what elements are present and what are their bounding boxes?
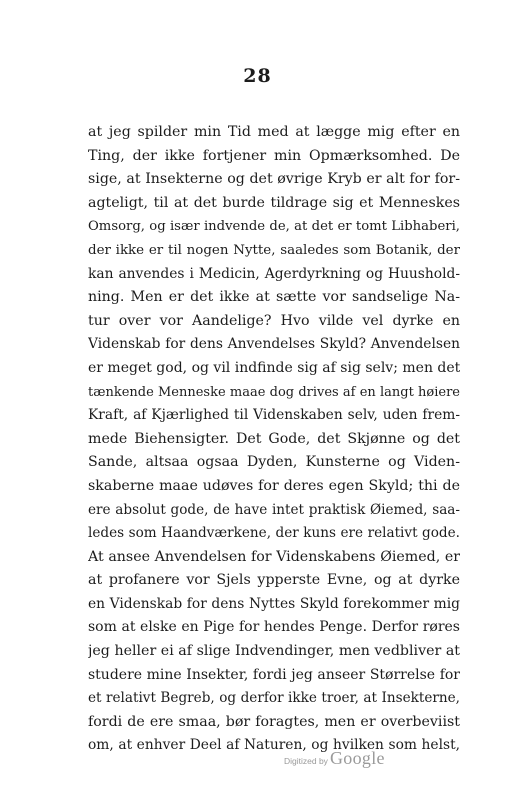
text-line: er meget god, og vil indfinde sig af sig selv; men det <box>88 359 460 376</box>
text-line: sige, at Insekterne og det øvrige Kryb er alt for for- <box>88 171 460 188</box>
text-line: Videnskab for dens Anvendelses Skyld? Anvendelsen <box>88 336 460 353</box>
text-line: fordi de ere smaa, bør foragtes, men er overbeviist <box>88 713 460 730</box>
text-line: tænkende Menneske maae dog drives af en langt høiere <box>88 384 460 400</box>
text-line: der ikke er til nogen Nytte, saaledes som Botanik, der <box>88 242 460 258</box>
text-line: om, at enhver Deel af Naturen, og hvilken som helst, <box>88 737 460 754</box>
text-line: tur over vor Aandelige? Hvo vilde vel dyrke en <box>88 312 460 329</box>
page-number: 28 <box>243 65 272 87</box>
text-line: ning. Men er det ikke at sætte vor sandselige Na- <box>88 289 460 306</box>
google-logo: Google <box>330 748 385 768</box>
text-line: ere absolut gode, de have intet praktisk Øiemed, saa- <box>88 501 460 518</box>
text-line: som at elske en Pige for hendes Penge. Derfor røres <box>88 619 460 636</box>
text-line: et relativt Begreb, og derfor ikke troer, at Insekterne, <box>88 690 460 707</box>
text-line: en Videnskab for dens Nyttes Skyld forekommer mig <box>88 595 460 612</box>
text-line: kan anvendes i Medicin, Agerdyrkning og Huushold- <box>88 265 460 282</box>
google-watermark <box>284 750 414 772</box>
text-line: mede Biehensigter. Det Gode, det Skjønne og det <box>88 430 460 447</box>
text-line: Omsorg, og især indvende de, at det er tomt Libhaberi, <box>88 219 460 235</box>
text-line: At ansee Anvendelsen for Videnskabens Øiemed, er <box>88 548 460 565</box>
text-line: at jeg spilder min Tid med at lægge mig efter en <box>88 124 460 140</box>
body-text <box>88 121 460 758</box>
text-line: studere mine Insekter, fordi jeg anseer Størrelse for <box>88 666 460 683</box>
text-line: Sande, altsaa ogsaa Dyden, Kunsterne og Viden- <box>88 454 460 471</box>
text-line: skaberne maae udøves for deres egen Skyld; thi de <box>88 477 460 494</box>
text-line: agteligt, til at det burde tildrage sig et Menneskes <box>88 194 460 211</box>
text-line: ledes som Haandværkene, der kuns ere relativt gode. <box>88 525 460 542</box>
text-line: at profanere vor Sjels ypperste Evne, og at dyrke <box>88 572 460 589</box>
text-line: Ting, der ikke fortjener min Opmærksomhed. De <box>88 147 460 164</box>
text-line: Kraft, af Kjærlighed til Videnskaben selv, uden frem- <box>88 407 460 424</box>
text-line: jeg heller ei af slige Indvendinger, men vedbliver at <box>88 643 460 660</box>
digitized-by-label: Digitized by <box>284 756 328 766</box>
